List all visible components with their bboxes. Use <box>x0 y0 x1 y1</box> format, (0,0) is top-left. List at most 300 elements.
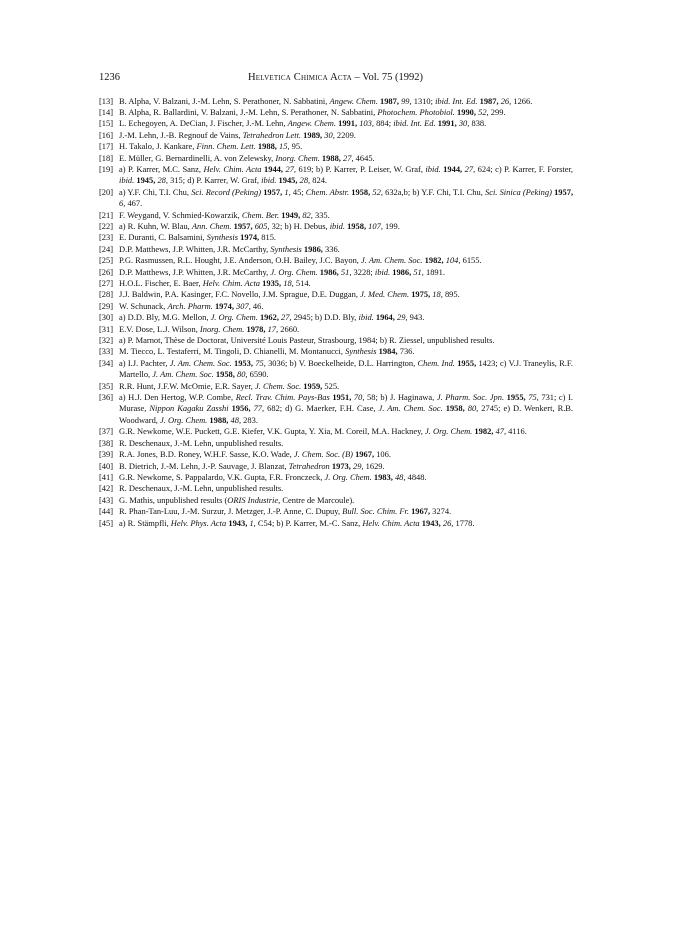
reference-text <box>119 392 573 426</box>
journal-volume: – Vol. 75 (1992) <box>354 72 423 83</box>
reference-number: [44] <box>99 506 114 517</box>
publication-year: 1975, <box>411 289 431 300</box>
reference-number: [41] <box>99 471 114 482</box>
publication-year: 1990, <box>457 106 476 117</box>
reference-item <box>99 141 573 152</box>
publication-year: 1951, <box>332 392 352 403</box>
reference-number: [30] <box>99 312 114 323</box>
reference-item <box>99 449 573 460</box>
publication-year: 1986, <box>392 266 412 277</box>
publication-year: 1967, <box>355 449 375 460</box>
reference-fragment: R. Deschenaux, J.-M. Lehn, unpublished results. <box>119 483 284 494</box>
reference-fragment: 315; d) P. Karrer, W. Graf, <box>168 175 262 186</box>
journal-title: J. Org. Chem. <box>160 414 208 425</box>
publication-year: 1958, <box>347 220 367 231</box>
reference-text <box>119 472 573 483</box>
journal-title: 103, <box>359 118 374 129</box>
publication-year: 1991, <box>338 118 358 129</box>
reference-item <box>99 495 573 506</box>
reference-item <box>99 153 573 164</box>
reference-text <box>119 312 573 323</box>
journal-title: Tetrahedron <box>288 460 330 471</box>
reference-fragment: 95. <box>289 141 303 152</box>
reference-fragment: J.J. Baldwin, P.A. Kasinger, F.C. Novello, J.M. Sprague, D.E. Duggan, <box>119 289 361 300</box>
reference-fragment: D.P. Matthews, J.P. Whitten, J.R. McCarthy, <box>119 243 271 254</box>
reference-fragment: 632a,b; b) Y.F. Chi, T.I. Chu, <box>382 186 485 197</box>
reference-number: [17] <box>99 141 114 152</box>
journal-title: Recl. Trav. Chim. Pays-Bas <box>235 392 330 403</box>
journal-title: 15, <box>279 141 290 152</box>
reference-text <box>119 141 573 152</box>
reference-fragment: a) H.J. Den Hertog, W.P. Combe, <box>119 392 236 403</box>
publication-year: 1945, <box>136 175 156 186</box>
reference-fragment: 32; b) H. Debus, <box>269 220 330 231</box>
journal-title: 80, <box>467 403 479 414</box>
reference-fragment: 3228; <box>351 266 375 277</box>
journal-title: Ann. Chem. <box>191 220 232 231</box>
reference-item <box>99 518 573 529</box>
page-number: 1236 <box>99 72 120 83</box>
journal-title: J. Org. Chem. <box>210 312 258 323</box>
reference-number: [32] <box>99 335 114 346</box>
reference-fragment: R.R. Hunt, J.F.W. McOmie, E.R. Sayer, <box>119 380 256 391</box>
reference-fragment: Centre de Marcoule). <box>280 494 355 505</box>
reference-item <box>99 187 573 210</box>
reference-text <box>119 255 573 266</box>
publication-year: 1986, <box>319 266 339 277</box>
reference-item <box>99 312 573 323</box>
reference-fragment: 514. <box>293 278 311 288</box>
journal-title: 70, <box>353 392 365 403</box>
reference-number: [26] <box>99 266 114 277</box>
journal-title: ibid. Int. Ed. <box>393 118 436 129</box>
publication-year: 1959, <box>303 380 323 391</box>
publication-year: 1944, <box>264 163 283 174</box>
journal-title: 77, <box>253 403 265 414</box>
journal-title: Finn. Chem. Lett. <box>196 141 256 152</box>
journal-title: Nippon Kagaku Zasshi <box>149 403 229 414</box>
journal-title: Angew. Chem. <box>329 95 378 106</box>
journal-title: Chem. Abstr. <box>305 186 350 197</box>
publication-year: 1944, <box>443 163 463 174</box>
reference-fragment: 1266. <box>511 95 533 106</box>
journal-title: 17, <box>267 323 279 334</box>
reference-number: [28] <box>99 289 114 300</box>
journal-title: ibid. <box>119 175 135 186</box>
reference-item <box>99 472 573 483</box>
reference-item <box>99 244 573 255</box>
journal-title: Helv. Chim. Acta <box>202 278 261 288</box>
publication-year: 1989, <box>303 129 323 140</box>
publication-year: 1974, <box>214 300 234 311</box>
reference-fragment: B. Dietrich, J.-M. Lehn, J.-P. Sauvage, J. Blanzat, <box>119 460 289 471</box>
journal-title: 27, <box>281 312 292 323</box>
reference-fragment: W. Schunack, <box>119 300 168 311</box>
reference-number: [20] <box>99 186 114 197</box>
journal-title: 27, <box>464 163 476 174</box>
reference-fragment: a) R. Kuhn, W. Blau, <box>119 220 192 231</box>
journal-title: ibid. <box>425 163 441 174</box>
journal-title: 75, <box>255 357 266 368</box>
journal-title: 51, <box>340 266 352 277</box>
reference-fragment: 4645. <box>353 152 375 163</box>
reference-fragment: 6590. <box>247 369 269 380</box>
reference-text <box>119 346 573 357</box>
reference-fragment: 1310; <box>411 95 436 106</box>
journal-title: 18, <box>432 289 443 300</box>
reference-text <box>119 449 573 460</box>
running-header <box>99 72 572 86</box>
reference-fragment: 2660. <box>278 323 300 334</box>
journal-title: J. Org. Chem. <box>324 471 372 482</box>
reference-item <box>99 392 573 426</box>
reference-fragment: 731; c) I. Murase, <box>119 392 573 414</box>
reference-text <box>119 278 573 289</box>
publication-year: 1982, <box>474 426 494 437</box>
reference-fragment: 884; <box>373 118 394 129</box>
reference-fragment: 682; d) G. Maerker, F.H. Case, <box>264 403 379 414</box>
reference-number: [35] <box>99 380 114 391</box>
journal-title: Arch. Pharm. <box>167 300 213 311</box>
publication-year: 1988, <box>209 414 229 425</box>
reference-number: [19] <box>99 163 114 174</box>
publication-year: 1949, <box>281 209 301 220</box>
reference-list <box>99 96 573 529</box>
journal-title: 52, <box>372 186 383 197</box>
journal-title: 18, <box>283 278 294 288</box>
reference-text <box>119 107 573 118</box>
journal-title: Angew. Chem. <box>287 118 336 129</box>
journal-title: Inorg. Chem. <box>199 323 245 334</box>
journal-title: 26, <box>442 517 454 528</box>
reference-fragment: 336. <box>322 243 340 254</box>
reference-item <box>99 118 573 129</box>
reference-number: [45] <box>99 517 114 528</box>
publication-year: 1987, <box>479 95 499 106</box>
journal-title: 307, <box>236 300 251 311</box>
reference-fragment: a) P. Marnot, Thèse de Doctorat, Université Louis Pasteur, Strasbourg, 1984; b) R. Ziessel, unpublished results. <box>119 335 495 346</box>
journal-title: Helv. Chim. Acta <box>362 517 420 528</box>
reference-number: [14] <box>99 106 114 117</box>
publication-year: 1958, <box>215 369 235 380</box>
journal-title: 107, <box>368 220 383 231</box>
journal-title: J. Am. Chem. Soc. <box>361 255 423 266</box>
journal-title: 26, <box>500 95 512 106</box>
reference-item <box>99 483 573 494</box>
journal-title: Sci. Sinica (Peking) <box>485 186 552 197</box>
publication-year: 1935, <box>262 278 282 288</box>
reference-fragment: H.O.L. Fischer, E. Baer, <box>119 278 203 288</box>
reference-fragment: 199. <box>382 220 400 231</box>
reference-fragment: 1423; c) V.J. Traneylis, R.F. Martello, <box>119 357 574 380</box>
reference-text <box>119 244 573 255</box>
reference-fragment: G. Mathis, unpublished results ( <box>119 494 228 505</box>
reference-fragment: B. Alpha, V. Balzani, J.-M. Lehn, S. Perathoner, N. Sabbatini, <box>119 95 330 106</box>
reference-text <box>119 289 573 300</box>
reference-fragment: a) I.J. Pachter, <box>119 357 170 368</box>
reference-number: [34] <box>99 357 114 368</box>
reference-fragment: E.V. Dose, L.J. Wilson, <box>119 323 200 334</box>
reference-text <box>119 130 573 141</box>
journal-title: Helv. Phys. Acta <box>170 517 227 528</box>
reference-fragment: 1778. <box>453 517 475 528</box>
reference-fragment: 2945; b) D.D. Bly, <box>291 312 359 323</box>
reference-number: [43] <box>99 494 114 505</box>
reference-fragment: E. Duranti, C. Balsamini, <box>119 232 207 243</box>
reference-fragment: G.R. Newkome, S. Pappalardo, V.K. Gupta, F.R. Fronczeck, <box>119 471 325 482</box>
reference-fragment: L. Echegoyen, A. DeCian, J. Fischer, J.-M. Lehn, <box>119 118 288 129</box>
reference-fragment: 815. <box>259 232 277 243</box>
reference-item <box>99 210 573 221</box>
reference-text <box>119 267 573 278</box>
reference-fragment: C54; b) P. Karrer, M.-C. Sanz, <box>255 517 363 528</box>
publication-year: 1974, <box>240 232 260 243</box>
journal-title: 29, <box>352 460 364 471</box>
reference-fragment: R. Deschenaux, J.-M. Lehn, unpublished results. <box>119 437 284 448</box>
reference-text <box>119 118 573 129</box>
journal-title: J. Med. Chem. <box>360 289 410 300</box>
journal-title: 80, <box>236 369 248 380</box>
reference-fragment: 619; b) P. Karrer, P. Leiser, W. Graf, <box>296 163 426 174</box>
reference-fragment: 46. <box>250 300 264 311</box>
journal-title: J. Am. Chem. Soc. <box>169 357 232 368</box>
reference-fragment: B. Alpha, R. Ballardini, V. Balzani, J.-M. Lehn, S. Perathoner, N. Sabbatini, <box>119 106 378 117</box>
reference-text <box>119 301 573 312</box>
reference-item <box>99 461 573 472</box>
reference-fragment: 1891. <box>423 266 445 277</box>
publication-year: 1986, <box>303 243 323 254</box>
publication-year: 1958, <box>351 186 371 197</box>
reference-text <box>119 381 573 392</box>
reference-text <box>119 96 573 107</box>
reference-text <box>119 335 573 346</box>
reference-item <box>99 267 573 278</box>
journal-title: Inorg. Chem. <box>275 152 320 163</box>
reference-fragment: 2209. <box>334 129 356 140</box>
reference-text <box>119 518 573 529</box>
journal-title: 99, <box>401 95 412 106</box>
journal-title: Bull. Soc. Chim. Fr. <box>342 506 409 517</box>
publication-year: 1955, <box>506 392 526 403</box>
reference-text <box>119 495 573 506</box>
journal-title: 75, <box>528 392 539 403</box>
reference-number: [23] <box>99 232 114 243</box>
reference-fragment: 45; <box>290 186 306 197</box>
journal-title: ibid. Int. Ed. <box>435 95 478 106</box>
reference-fragment: 6155. <box>460 255 482 266</box>
reference-text <box>119 324 573 335</box>
reference-fragment: 838. <box>469 118 487 129</box>
publication-year: 1988, <box>257 141 277 152</box>
publication-year: 1984, <box>378 346 398 357</box>
journal-title: ibid. <box>261 175 277 186</box>
reference-fragment: 467. <box>125 198 143 209</box>
journal-title: 29, <box>396 312 408 323</box>
journal-title: 52, <box>478 106 489 117</box>
reference-number: [22] <box>99 220 114 231</box>
journal-title: 104, <box>445 255 461 266</box>
reference-fragment: E. Müller, G. Bernardinelli, A. von Zelewsky, <box>119 152 276 163</box>
reference-number: [40] <box>99 460 114 471</box>
publication-year: 1955, <box>457 357 477 368</box>
reference-item <box>99 96 573 107</box>
reference-text <box>119 187 573 210</box>
reference-fragment: 1629. <box>363 460 385 471</box>
journal-title: 82, <box>302 209 313 220</box>
publication-year: 1957, <box>233 220 253 231</box>
reference-item <box>99 232 573 243</box>
journal-title: 6, <box>119 198 126 209</box>
journal-title: J. Org. Chem. <box>270 266 318 277</box>
journal-title: Helv. Chim. Acta <box>203 163 262 174</box>
publication-year: 1953, <box>233 357 253 368</box>
reference-item <box>99 426 573 437</box>
journal-title: Chem. Ind. <box>417 357 455 368</box>
reference-fragment: 943. <box>407 312 425 323</box>
publication-year: 1991, <box>437 118 457 129</box>
journal-title: J. Org. Chem. <box>425 426 473 437</box>
reference-number: [16] <box>99 129 114 140</box>
reference-number: [18] <box>99 152 114 163</box>
reference-fragment: R. Phan-Tan-Luu, J.-M. Surzur, J. Metzger, J.-P. Anne, C. Dupuy, <box>119 506 343 517</box>
publication-year: 1962, <box>259 312 279 323</box>
reference-fragment: M. Tiecco, L. Testaferri, M. Tingoli, D. Chianelli, M. Montanucci, <box>119 346 346 357</box>
reference-fragment: 4116. <box>506 426 527 437</box>
reference-item <box>99 381 573 392</box>
publication-year: 1973, <box>331 460 351 471</box>
reference-fragment: 824. <box>310 175 328 186</box>
journal-title: 27, <box>343 152 354 163</box>
reference-fragment: 3036; b) V. Boeckelheide, D.L. Harrington, <box>265 357 418 368</box>
reference-item <box>99 289 573 300</box>
publication-year: 1987, <box>379 95 399 106</box>
reference-number: [25] <box>99 255 114 266</box>
reference-number: [33] <box>99 346 114 357</box>
reference-text <box>119 506 573 517</box>
reference-fragment: 335. <box>312 209 330 220</box>
reference-item <box>99 221 573 232</box>
publication-year: 1943, <box>228 517 248 528</box>
reference-item <box>99 107 573 118</box>
reference-fragment: D.P. Matthews, J.P. Whitten, J.R. McCarthy, <box>119 266 271 277</box>
reference-text <box>119 358 573 381</box>
reference-fragment: R.A. Jones, B.D. Roney, W.H.F. Sasse, K.O. Wade, <box>119 449 294 460</box>
publication-year: 1988, <box>321 152 341 163</box>
reference-fragment: 4848. <box>405 471 427 482</box>
reference-item <box>99 324 573 335</box>
journal-title: ibid. <box>358 312 374 323</box>
reference-item <box>99 346 573 357</box>
journal-title: J. Am. Chem. Soc. <box>152 369 214 380</box>
journal-title: ORIS Industrie, <box>227 494 281 505</box>
publication-year: 1978, <box>246 323 266 334</box>
publication-year: 1982, <box>424 255 444 266</box>
reference-number: [31] <box>99 323 114 334</box>
reference-text <box>119 461 573 472</box>
reference-text <box>119 221 573 232</box>
reference-item <box>99 255 573 266</box>
reference-text <box>119 164 573 187</box>
reference-fragment: H. Takalo, J. Kankare, <box>119 141 197 152</box>
journal-title: J. Pharm. Soc. Jpn. <box>436 392 505 403</box>
journal-title: Photochem. Photobiol. <box>377 106 455 117</box>
journal-title: 28, <box>299 175 311 186</box>
publication-year: 1957, <box>554 186 574 197</box>
reference-fragment: 3274. <box>430 506 452 517</box>
reference-fragment: 624; c) P. Karrer, F. Forster, <box>475 163 574 174</box>
reference-item <box>99 358 573 381</box>
journal-title: Chem. Ber. <box>241 209 280 220</box>
journal-title: Tetrahedron Lett. <box>242 129 302 140</box>
journal-title: Synthesis <box>345 346 377 357</box>
journal-title: 605, <box>254 220 270 231</box>
reference-item <box>99 164 573 187</box>
reference-fragment: a) D.D. Bly, M.G. Mellon, <box>119 312 211 323</box>
reference-item <box>99 130 573 141</box>
reference-number: [29] <box>99 300 114 311</box>
journal-title: ibid. <box>374 266 391 277</box>
reference-text <box>119 153 573 164</box>
reference-fragment: F. Weygand, V. Schmied-Kowarzik, <box>119 209 242 220</box>
journal-title: 47, <box>495 426 507 437</box>
publication-year: 1964, <box>375 312 395 323</box>
journal-title: Synthesis <box>270 243 302 254</box>
publication-year: 1956, <box>231 403 251 414</box>
reference-text <box>119 426 573 437</box>
reference-number: [15] <box>99 118 114 129</box>
reference-fragment: 736. <box>397 346 415 357</box>
journal-title: 27, <box>285 163 297 174</box>
reference-fragment: J.-M. Lehn, J.-B. Regnouf de Vains, <box>119 129 243 140</box>
reference-number: [38] <box>99 437 114 448</box>
reference-number: [42] <box>99 483 114 494</box>
journal-title: Synthesis <box>206 232 239 243</box>
reference-fragment: a) P. Karrer, M.C. Sanz, <box>119 163 204 174</box>
journal-title: ibid. <box>329 220 345 231</box>
reference-number: [27] <box>99 278 114 288</box>
reference-fragment: a) Y.F. Chi, T.I. Chu, <box>119 186 192 197</box>
journal-title: J. Chem. Soc. (B) <box>293 449 353 460</box>
journal-title: 48, <box>394 471 406 482</box>
reference-item <box>99 335 573 346</box>
journal-title: J. Am. Chem. Soc. <box>378 403 443 414</box>
journal-title: J. Chem. Soc. <box>255 380 302 391</box>
journal-title: Sci. Record (Peking) <box>191 186 262 197</box>
reference-fragment: G.R. Newkome, W.E. Puckett, G.E. Kiefer, V.K. Gupta, Y. Xia, M. Coreil, M.A. Hackney, <box>119 426 426 437</box>
reference-number: [37] <box>99 426 114 437</box>
reference-number: [39] <box>99 449 114 460</box>
journal-title: 1, <box>284 186 291 197</box>
reference-item <box>99 278 573 289</box>
publication-year: 1958, <box>445 403 465 414</box>
running-title <box>99 72 572 83</box>
publication-year: 1967, <box>411 506 431 517</box>
publication-year: 1943, <box>421 517 441 528</box>
reference-text <box>119 438 573 449</box>
journal-title: 1, <box>249 517 256 528</box>
reference-number: [36] <box>99 392 114 403</box>
reference-fragment: 895. <box>442 289 460 300</box>
reference-item <box>99 506 573 517</box>
reference-fragment: 283. <box>241 414 258 425</box>
reference-number: [21] <box>99 209 114 220</box>
reference-number: [13] <box>99 95 114 106</box>
journal-title: 51, <box>413 266 424 277</box>
journal-name: Helvetica Chimica Acta <box>248 72 352 83</box>
journal-title: 28, <box>157 175 168 186</box>
reference-item <box>99 301 573 312</box>
publication-year: 1945, <box>278 175 298 186</box>
